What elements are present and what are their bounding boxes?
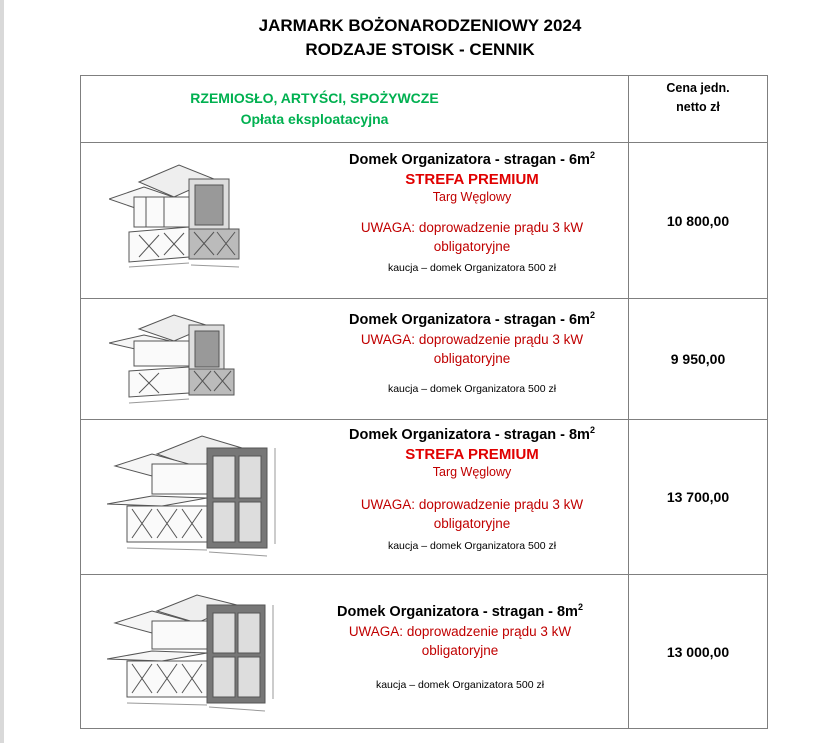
- stall-name: Domek Organizatora - stragan - $8m^2$: [337, 602, 583, 620]
- fee-label: Opłata eksploatacyjna: [240, 111, 389, 127]
- table-row: [81, 143, 768, 299]
- price-header-line-2: netto zł: [676, 100, 720, 114]
- title-line-2: RODZAJE STOISK - CENNIK: [305, 40, 535, 59]
- stall-info: [322, 145, 622, 275]
- stall-cell: [81, 420, 629, 575]
- stall-name: Domek Organizatora - stragan - $8m^2$: [349, 425, 595, 443]
- price-value: 9 950,00: [629, 299, 768, 420]
- power-warning-line-2: obligatoryjne: [433, 350, 511, 366]
- deposit-note: kaucja – domek Organizatora 500 zł: [387, 539, 557, 552]
- power-warning-line-1: UWAGA: doprowadzenie prądu 3 kW: [360, 219, 584, 235]
- table-row: [81, 575, 768, 729]
- location-label: Targ Węglowy: [432, 189, 512, 204]
- power-warning-line-2: obligatoryjne: [433, 238, 511, 254]
- premium-zone-label: STREFA PREMIUM: [405, 445, 539, 463]
- stall-cell: [81, 575, 629, 729]
- power-warning-line-1: UWAGA: doprowadzenie prądu 3 kW: [348, 623, 572, 639]
- price-value: 13 700,00: [629, 420, 768, 575]
- price-value: 13 000,00: [629, 575, 768, 729]
- category-header: [81, 76, 629, 143]
- kiosk-8m-drawing: [107, 589, 297, 717]
- title-line-1: JARMARK BOŻONARODZENIOWY 2024: [258, 16, 582, 35]
- stall-name: Domek Organizatora - stragan - $6m^2$: [349, 150, 595, 168]
- power-warning-line-2: obligatoryjne: [433, 515, 511, 531]
- price-header: [629, 76, 768, 143]
- price-header-line-1: Cena jedn.: [666, 81, 730, 95]
- table-row: [81, 299, 768, 420]
- table-row: [81, 420, 768, 575]
- price-value: 10 800,00: [629, 143, 768, 299]
- page-title: [0, 14, 826, 62]
- page-edge: [0, 0, 4, 743]
- stall-cell: [81, 299, 629, 420]
- stall-info: [322, 305, 622, 396]
- stall-cell: [81, 143, 629, 299]
- price-table: [80, 75, 768, 729]
- kiosk-6m-drawing: [109, 157, 279, 277]
- location-label: Targ Węglowy: [432, 464, 512, 479]
- kiosk-6m-drawing: [109, 311, 279, 411]
- deposit-note: kaucja – domek Organizatora 500 zł: [375, 678, 545, 691]
- category-label: RZEMIOSŁO, ARTYŚCI, SPOŻYWCZE: [190, 90, 439, 106]
- deposit-note: kaucja – domek Organizatora 500 zł: [387, 382, 557, 395]
- power-warning-line-1: UWAGA: doprowadzenie prądu 3 kW: [360, 331, 584, 347]
- stall-info: [322, 420, 622, 553]
- kiosk-8m-drawing: [107, 434, 297, 562]
- deposit-note: kaucja – domek Organizatora 500 zł: [387, 261, 557, 274]
- stall-info: [310, 597, 610, 692]
- table-header-row: [81, 76, 768, 143]
- power-warning-line-1: UWAGA: doprowadzenie prądu 3 kW: [360, 496, 584, 512]
- premium-zone-label: STREFA PREMIUM: [405, 170, 539, 188]
- stall-name: Domek Organizatora - stragan - $6m^2$: [349, 310, 595, 328]
- power-warning-line-2: obligatoryjne: [421, 642, 499, 658]
